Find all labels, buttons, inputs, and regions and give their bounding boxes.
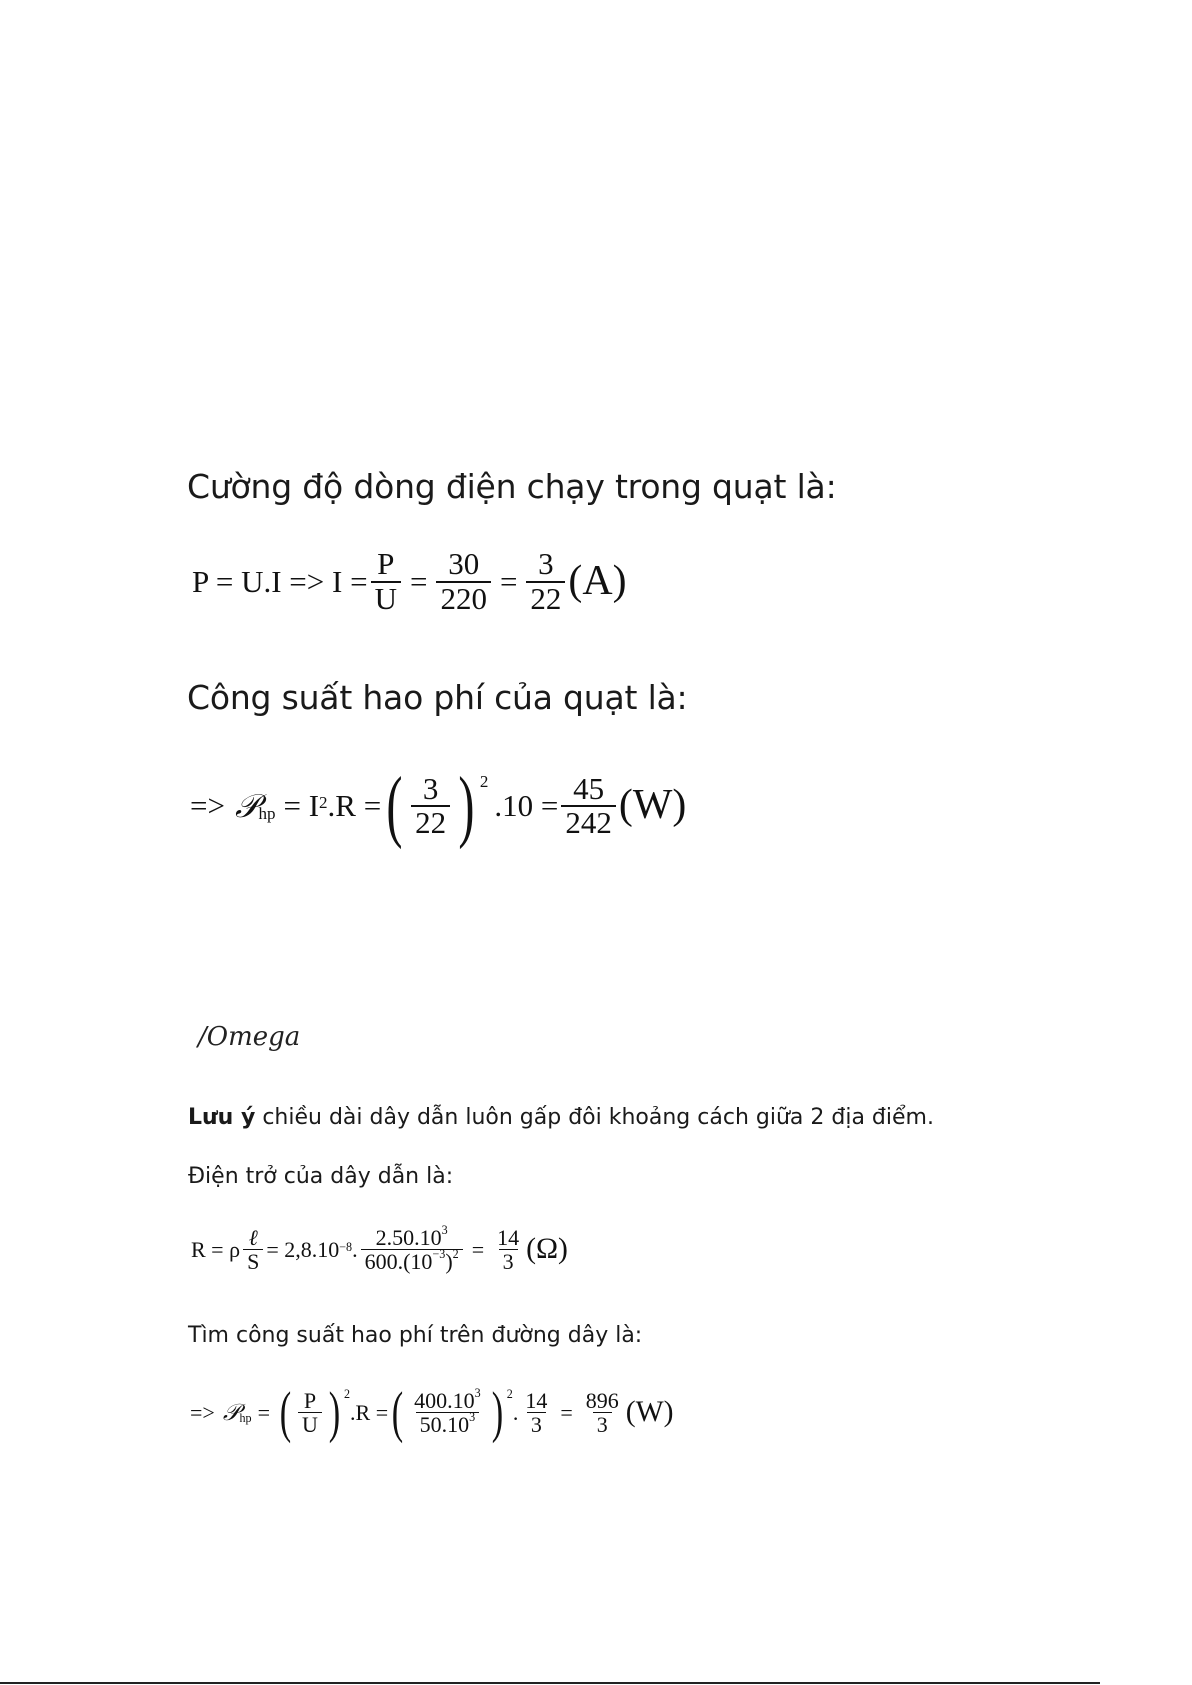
eq2-subscript: hp bbox=[258, 803, 276, 823]
eq4-equals-2: = bbox=[560, 1399, 573, 1425]
eq3-frac2-den bbox=[361, 1246, 463, 1275]
eq2-left-paren: ( bbox=[386, 761, 403, 850]
eq2-frac-den: 22 bbox=[411, 805, 450, 840]
eq2-r: .R = bbox=[327, 788, 382, 824]
eq3-coef: = 2,8.10 bbox=[266, 1236, 340, 1262]
eq1-frac2-den: 220 bbox=[436, 581, 491, 616]
eq4-dot: . bbox=[512, 1399, 519, 1425]
eq1-equals-2: = bbox=[499, 563, 518, 599]
eq4-exp2: 2 bbox=[506, 1386, 513, 1401]
eq2-frac-3-22 bbox=[411, 770, 450, 841]
eq1-frac1-den: U bbox=[371, 581, 401, 616]
eq1-frac2-num: 30 bbox=[448, 546, 480, 581]
eq4-r: .R = bbox=[350, 1399, 389, 1425]
eq4-frac-14-3 bbox=[521, 1389, 551, 1436]
eq3-coef-exponent: −8 bbox=[339, 1239, 353, 1254]
eq2-result-den: 242 bbox=[561, 805, 616, 840]
eq4-frac-p-u bbox=[298, 1389, 322, 1436]
eq2-arrow: => bbox=[190, 788, 225, 824]
eq3-frac2-num bbox=[372, 1222, 452, 1250]
eq1-frac3-den: 22 bbox=[526, 581, 565, 616]
eq4-right-paren-2: ) bbox=[491, 1381, 503, 1444]
heading-power-loss-fan: Công suất hao phí của quạt là: bbox=[187, 678, 688, 717]
eq1-frac1-num: P bbox=[377, 546, 395, 581]
eq3-dot: . bbox=[352, 1236, 358, 1262]
eq1-frac-3-22 bbox=[526, 548, 565, 615]
eq3-frac2-den-text: 600.(10 bbox=[364, 1249, 433, 1275]
eq4-exp1: 2 bbox=[343, 1386, 351, 1401]
eq2-times: .10 = bbox=[494, 788, 559, 824]
eq4-frac2-den bbox=[416, 1409, 480, 1438]
eq3-frac2-den-close: ) bbox=[445, 1249, 453, 1275]
eq1-frac-30-220 bbox=[436, 548, 491, 615]
eq1-unit: (A) bbox=[568, 557, 627, 604]
eq2-frac-45-242 bbox=[561, 770, 616, 841]
eq3-frac2-num-text: 2.50.10 bbox=[375, 1225, 442, 1250]
eq1-lhs: P = U.I => I = bbox=[192, 563, 368, 599]
eq2-right-paren: ) bbox=[458, 761, 475, 850]
eq3-frac2-den-exp1: −3 bbox=[432, 1246, 446, 1261]
heading-current: Cường độ dòng điện chạy trong quạt là: bbox=[187, 467, 837, 506]
eq2-outer-exponent: 2 bbox=[479, 772, 489, 792]
eq3-frac2-num-exp: 3 bbox=[441, 1222, 448, 1237]
eq4-left-paren-2: ( bbox=[391, 1381, 404, 1444]
heading-line-power-loss: Tìm công suất hao phí trên đường dây là: bbox=[188, 1323, 643, 1348]
eq2-frac-num: 3 bbox=[422, 770, 439, 806]
equation-line-power-loss bbox=[190, 1381, 674, 1444]
equation-current bbox=[192, 548, 627, 615]
eq2-mid: = I bbox=[283, 788, 320, 824]
eq4-equals-1: = bbox=[257, 1399, 270, 1425]
equation-power-loss-fan bbox=[190, 761, 687, 850]
eq3-frac-14-3 bbox=[493, 1226, 523, 1273]
eq4-frac2-num-text: 400.10 bbox=[414, 1388, 475, 1413]
eq1-frac-p-u bbox=[371, 548, 401, 615]
eq3-frac3-den: 3 bbox=[499, 1249, 518, 1273]
eq2-script-p: 𝒫 bbox=[234, 786, 259, 825]
eq4-frac3-den: 3 bbox=[527, 1412, 546, 1436]
eq4-subscript: hp bbox=[239, 1410, 252, 1425]
eq3-frac-l-s bbox=[243, 1226, 263, 1273]
eq4-frac2-num-exp: 3 bbox=[474, 1385, 481, 1400]
page-bottom-rule bbox=[0, 1682, 1100, 1684]
eq4-frac1-num: P bbox=[303, 1388, 317, 1413]
eq3-frac3-num: 14 bbox=[497, 1225, 520, 1250]
eq4-frac-main bbox=[410, 1385, 485, 1438]
equation-resistance bbox=[191, 1222, 568, 1275]
eq4-script-p: 𝒫 bbox=[222, 1399, 240, 1426]
eq4-frac2-den-exp: 3 bbox=[469, 1409, 476, 1424]
omega-text: /Omega bbox=[198, 1022, 301, 1052]
eq2-unit: (W) bbox=[618, 782, 687, 829]
eq1-frac3-num: 3 bbox=[538, 546, 554, 581]
heading-resistance: Điện trở của dây dẫn là: bbox=[188, 1164, 454, 1189]
eq4-arrow: => bbox=[190, 1399, 215, 1425]
eq3-frac-main bbox=[361, 1222, 463, 1275]
eq4-frac4-den: 3 bbox=[593, 1412, 612, 1436]
eq4-frac2-num bbox=[410, 1385, 485, 1413]
eq4-frac2-den-text: 50.10 bbox=[419, 1412, 470, 1438]
eq3-frac2-den-exp2: 2 bbox=[452, 1246, 459, 1261]
note-bold: Lưu ý bbox=[188, 1105, 256, 1130]
note-paragraph bbox=[188, 1105, 934, 1130]
eq1-equals-1: = bbox=[409, 563, 428, 599]
eq4-frac3-num: 14 bbox=[525, 1388, 548, 1413]
eq3-equals: = bbox=[471, 1236, 485, 1262]
eq4-frac4-num: 896 bbox=[585, 1388, 619, 1413]
eq4-left-paren-1: ( bbox=[279, 1381, 292, 1444]
note-text: chiều dài dây dẫn luôn gấp đôi khoảng cách giữa 2 địa điểm. bbox=[255, 1105, 934, 1130]
eq4-frac-896-3 bbox=[582, 1389, 623, 1436]
eq2-exponent: 2 bbox=[319, 792, 328, 812]
eq3-frac1-den: S bbox=[243, 1249, 263, 1273]
eq3-frac1-num: ℓ bbox=[248, 1225, 258, 1250]
eq3-lhs: R = ρ bbox=[191, 1236, 241, 1262]
eq4-frac1-den: U bbox=[298, 1412, 322, 1436]
eq4-right-paren-1: ) bbox=[328, 1381, 341, 1444]
eq2-result-num: 45 bbox=[573, 770, 605, 806]
eq3-unit: (Ω) bbox=[526, 1232, 568, 1265]
eq4-unit: (W) bbox=[625, 1395, 674, 1428]
